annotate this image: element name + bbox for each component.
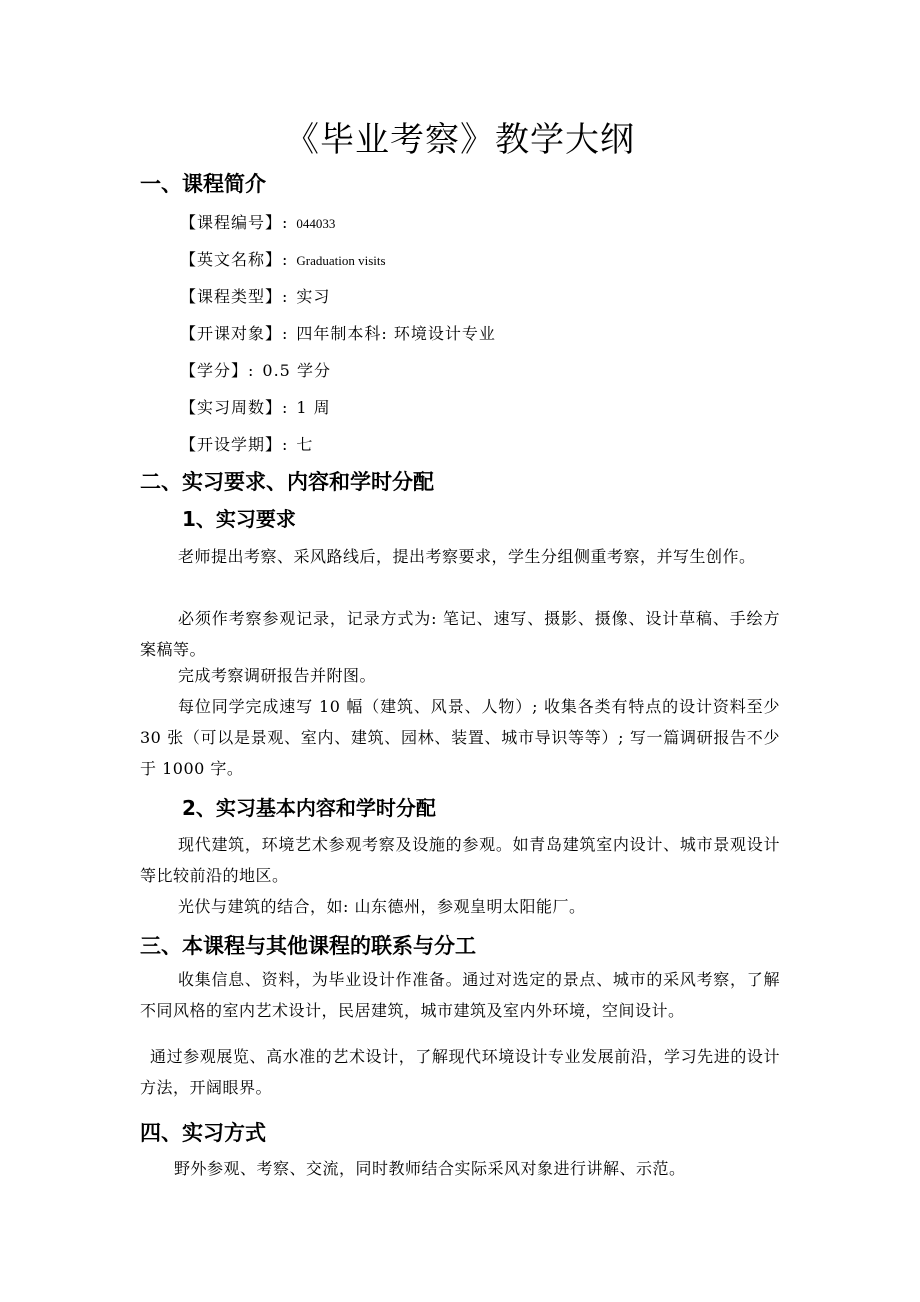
paragraph: 完成考察调研报告并附图。 (178, 666, 377, 685)
info-label: 【学分】: (180, 361, 255, 380)
info-label: 【课程编号】: (180, 213, 289, 232)
info-value: 1 周 (296, 398, 331, 417)
info-row-target-students (180, 321, 496, 344)
paragraph: 通过参观展览、高水准的艺术设计，了解现代环境设计专业发展前沿，学习先进的设计方法，开阔眼界。 (140, 1047, 780, 1097)
info-label: 【开设学期】: (180, 435, 289, 454)
info-value: 实习 (296, 287, 331, 306)
paragraph: 老师提出考察、采风路线后，提出考察要求，学生分组侧重考察，并写生创作。 (178, 547, 756, 566)
section-heading-practice-method: 四、实习方式 (140, 1121, 266, 1145)
info-label: 【实习周数】: (180, 398, 289, 417)
info-row-course-type (180, 284, 330, 307)
info-value: 四年制本科: 环境设计专业 (296, 324, 496, 343)
info-value: 0.5 学分 (262, 361, 331, 380)
info-label: 【开课对象】: (180, 324, 289, 343)
info-value: 七 (296, 435, 314, 454)
section-heading-requirements: 二、实习要求、内容和学时分配 (140, 470, 434, 494)
info-value: Graduation visits (296, 253, 386, 268)
info-row-course-code (180, 210, 335, 233)
info-label: 【英文名称】: (180, 250, 289, 269)
paragraph: 每位同学完成速写 10 幅（建筑、风景、人物）; 收集各类有特点的设计资料至少 30 张（可以是景观、室内、建筑、园林、装置、城市导识等等）; 写一篇调研报告不少于 1000 字。 (140, 697, 780, 778)
subsection-heading-content: 2、实习基本内容和学时分配 (182, 796, 436, 820)
subsection-heading-requirements: 1、实习要求 (182, 507, 296, 531)
info-row-semester (180, 432, 313, 455)
section-heading-course-relations: 三、本课程与其他课程的联系与分工 (140, 934, 476, 958)
info-label: 【课程类型】: (180, 287, 289, 306)
info-row-credits (180, 358, 331, 381)
info-value: 044033 (296, 216, 336, 231)
document-title: 《毕业考察》教学大纲 (285, 120, 635, 160)
paragraph: 收集信息、资料，为毕业设计作准备。通过对选定的景点、城市的采风考察，了解不同风格的室内艺术设计，民居建筑，城市建筑及室内外环境，空间设计。 (140, 970, 780, 1020)
info-row-weeks (180, 395, 331, 418)
paragraph: 光伏与建筑的结合，如: 山东德州，参观皇明太阳能厂。 (178, 897, 586, 916)
section-heading-course-intro: 一、课程简介 (140, 172, 266, 196)
paragraph: 野外参观、考察、交流，同时教师结合实际采风对象进行讲解、示范。 (174, 1159, 686, 1178)
paragraph: 现代建筑，环境艺术参观考察及设施的参观。如青岛建筑室内设计、城市景观设计等比较前沿的地区。 (140, 835, 780, 885)
paragraph: 必须作考察参观记录，记录方式为: 笔记、速写、摄影、摄像、设计草稿、手绘方案稿等。 (140, 609, 780, 659)
info-row-english-name (180, 247, 386, 270)
